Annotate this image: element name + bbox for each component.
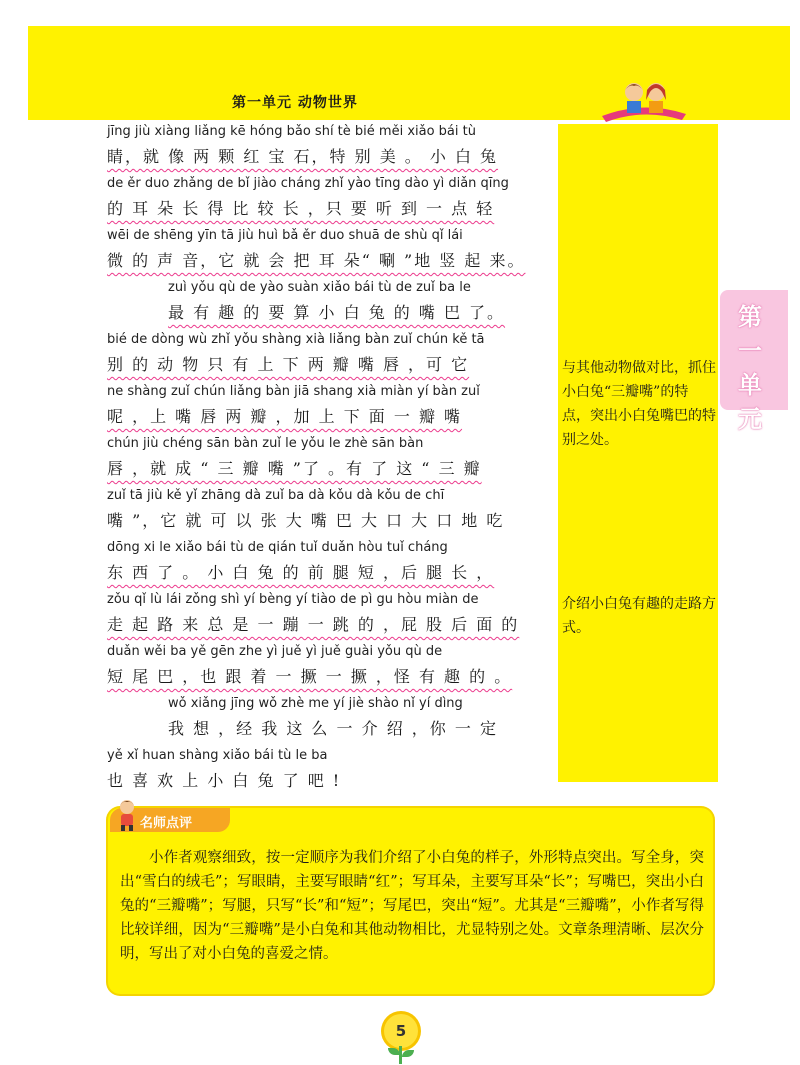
reading-kids-illustration bbox=[598, 78, 690, 124]
teacher-review-label: 名师点评 bbox=[140, 816, 193, 831]
pinyin-line: jīng jiù xiàng liǎng kē hóng bǎo shí tè bié měi xiǎo bái tù bbox=[107, 124, 476, 139]
leaf-icon bbox=[402, 1050, 414, 1057]
hanzi-line: 我 想 ，经 我 这 么 一 介 绍 ，你 一 定 bbox=[168, 719, 498, 738]
pinyin-line: zǒu qǐ lù lái zǒng shì yí bèng yí tiào de pì gu hòu miàn de bbox=[107, 592, 479, 607]
teacher-icon bbox=[114, 797, 140, 831]
pinyin-line: wēi de shēng yīn tā jiù huì bǎ ěr duo shuā de shù qǐ lái bbox=[107, 228, 463, 243]
pinyin-line: duǎn wěi ba yě gēn zhe yì juě yì juě guài yǒu qù de bbox=[107, 644, 443, 659]
pinyin-line: de ěr duo zhǎng de bǐ jiào cháng zhǐ yào tīng dào yì diǎn qīng bbox=[107, 176, 509, 191]
hanzi-line: 走 起 路 来 总 是 一 蹦 一 跳 的 ，屁 股 后 面 的 bbox=[107, 615, 520, 634]
pinyin-line: zuì yǒu qù de yào suàn xiǎo bái tù de zuǐ ba le bbox=[168, 280, 471, 295]
pinyin-line: bié de dòng wù zhǐ yǒu shàng xià liǎng bàn zuǐ chún kě tā bbox=[107, 332, 485, 347]
page-number: 5 bbox=[384, 1014, 418, 1048]
teacher-review-text: 小作者观察细致，按一定顺序为我们介绍了小白兔的样子，外形特点突出。写全身，突出“雪白的绒毛”；写眼睛，主要写眼睛“红”；写耳朵，主要写耳朵“长”；写嘴巴，突出小白兔的“三瓣嘴”；写腿，只写“长”和“短”；写尾巴，突出“短”。尤其是“三瓣嘴”，小作者写得比较详细，因为“三瓣嘴”是小白兔和其他动物相比，尤显特别之处。文章条理清晰、层次分明，写出了对小白兔的喜爱之情。 bbox=[120, 850, 704, 962]
annotation-note: 与其他动物做对比，抓住小白兔“三瓣嘴”的特点，突出小白兔嘴巴的特别之处。 bbox=[562, 360, 716, 448]
hanzi-line: 东 西 了 。 小 白 兔 的 前 腿 短 ，后 腿 长 ， bbox=[107, 563, 495, 582]
annotation-note: 介绍小白兔有趣的走路方式。 bbox=[562, 596, 716, 636]
pinyin-line: dōng xi le xiǎo bái tù de qián tuǐ duǎn hòu tuǐ cháng bbox=[107, 540, 448, 555]
unit-title: 第一单元 动物世界 bbox=[232, 95, 358, 111]
hanzi-line: 微 的 声 音，它 就 会 把 耳 朵“ 唰 ”地 竖 起 来。 bbox=[107, 251, 526, 270]
hanzi-line: 睛，就 像 两 颗 红 宝 石，特 别 美 。 小 白 兔 bbox=[107, 147, 499, 166]
hanzi-line: 最 有 趣 的 要 算 小 白 兔 的 嘴 巴 了。 bbox=[168, 303, 506, 322]
hanzi-line: 也 喜 欢 上 小 白 兔 了 吧 ! bbox=[107, 771, 342, 790]
hanzi-line: 别 的 动 物 只 有 上 下 两 瓣 嘴 唇 ，可 它 bbox=[107, 355, 470, 374]
pinyin-line: yě xǐ huan shàng xiǎo bái tù le ba bbox=[107, 748, 328, 763]
unit-side-tab-label: 第一单元 bbox=[738, 303, 762, 433]
hanzi-line: 嘴 ”，它 就 可 以 张 大 嘴 巴 大 口 大 口 地 吃 bbox=[107, 511, 505, 530]
pinyin-line: zuǐ tā jiù kě yǐ zhāng dà zuǐ ba dà kǒu dà kǒu de chī bbox=[107, 488, 445, 503]
pinyin-line: ne shàng zuǐ chún liǎng bàn jiā shang xià miàn yí bàn zuǐ bbox=[107, 384, 480, 399]
annotation-column bbox=[558, 124, 718, 782]
pinyin-line: wǒ xiǎng jīng wǒ zhè me yí jiè shào nǐ yí dìng bbox=[168, 696, 463, 711]
hanzi-line: 呢 ，上 嘴 唇 两 瓣 ，加 上 下 面 一 瓣 嘴 bbox=[107, 407, 463, 426]
hanzi-line: 的 耳 朵 长 得 比 较 长 ，只 要 听 到 一 点 轻 bbox=[107, 199, 495, 218]
pinyin-line: chún jiù chéng sān bàn zuǐ le yǒu le zhè sān bàn bbox=[107, 436, 424, 451]
hanzi-line: 短 尾 巴 ，也 跟 着 一 撅 一 撅 ，怪 有 趣 的 。 bbox=[107, 667, 513, 686]
hanzi-line: 唇 ，就 成 “ 三 瓣 嘴 ”了 。有 了 这 “ 三 瓣 bbox=[107, 459, 482, 478]
